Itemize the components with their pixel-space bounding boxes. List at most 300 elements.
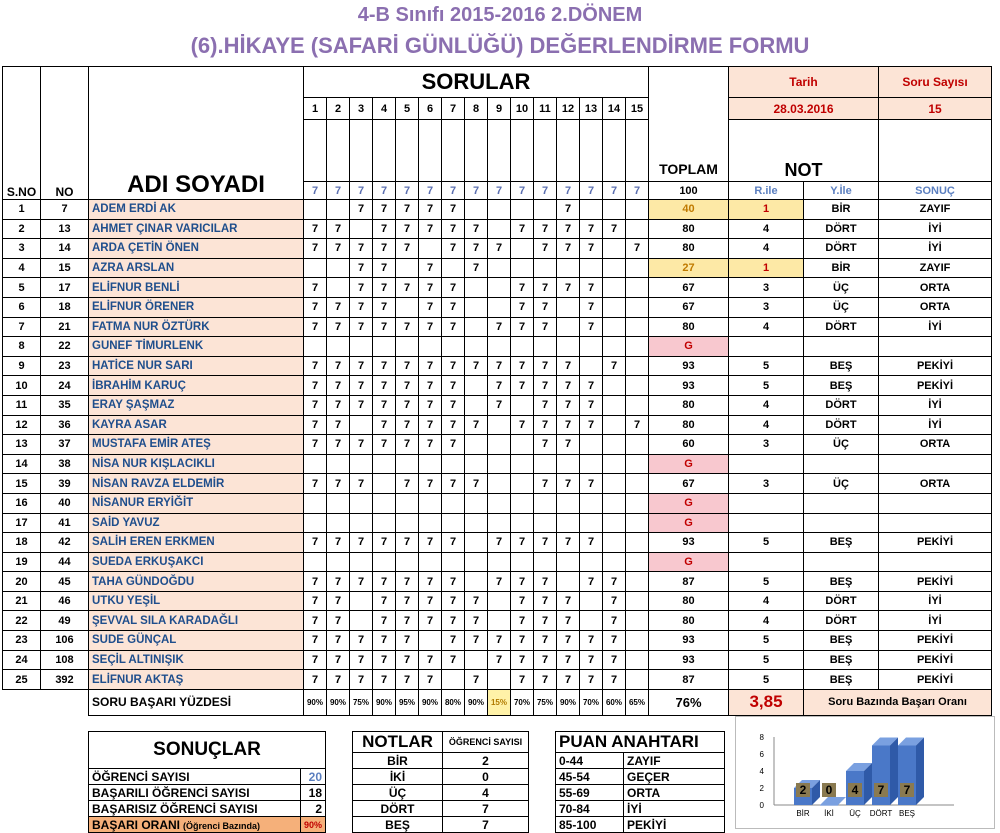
student-name: TAHA GÜNDOĞDU [89,572,304,592]
answer-cell [465,650,488,670]
student-rile: 1 [729,258,804,278]
student-yile: DÖRT [804,415,879,435]
sonuclar-row-value: 20 [300,769,325,785]
answer-cell [580,356,603,376]
answer-cell [511,493,534,513]
answer-cell: 7 [465,239,488,259]
answer-cell [419,552,442,572]
answer-cell [534,200,557,220]
student-name: NİSAN RAVZA ELDEMİR [89,474,304,494]
answer-cell [557,297,580,317]
answer-cell: 7 [511,591,534,611]
answer-cell [580,258,603,278]
student-sonuc: İYİ [879,611,992,631]
student-total: 93 [649,650,729,670]
answer-cell [488,278,511,298]
answer-cell: 7 [557,474,580,494]
answer-cell: 7 [511,297,534,317]
puan-range: 45-54 [556,769,624,785]
answer-cell [327,200,350,220]
answer-cell [304,513,327,533]
answer-cell [534,493,557,513]
answer-cell [488,219,511,239]
answer-cell [488,670,511,690]
answer-cell: 7 [304,239,327,259]
answer-cell [327,258,350,278]
answer-cell: 7 [557,591,580,611]
table-row [3,572,992,592]
answer-cell: 7 [373,200,396,220]
answer-cell: 7 [327,572,350,592]
answer-cell [373,513,396,533]
notlar-label: İKİ [353,769,443,785]
question-percent: 95% [396,689,419,715]
answer-cell [465,493,488,513]
answer-cell [603,317,626,337]
answer-cell [373,474,396,494]
answer-cell [534,337,557,357]
question-number: 2 [327,98,350,120]
answer-cell: 7 [419,650,442,670]
question-number: 4 [373,98,396,120]
student-yile: BEŞ [804,572,879,592]
student-sno: 12 [3,415,41,435]
question-blank [603,120,626,182]
student-yile: BİR [804,200,879,220]
student-no: 108 [41,650,89,670]
tarih-label: Tarih [729,67,879,98]
student-total: 87 [649,670,729,690]
student-total: G [649,552,729,572]
table-row [3,297,992,317]
answer-cell: 7 [557,239,580,259]
answer-cell [603,297,626,317]
answer-cell [327,552,350,572]
notlar-col-header: ÖĞRENCİ SAYISI [443,732,529,753]
data-label: 2 [799,783,807,797]
answer-cell: 7 [626,415,649,435]
student-rile: 4 [729,239,804,259]
question-number: 7 [442,98,465,120]
student-no: 17 [41,278,89,298]
sonuclar-row-label: BAŞARILI ÖĞRENCİ SAYISI [89,785,301,801]
answer-cell: 7 [350,572,373,592]
answer-cell: 7 [534,670,557,690]
answer-cell: 7 [396,200,419,220]
student-sno: 2 [3,219,41,239]
answer-cell [511,239,534,259]
answer-cell: 7 [580,670,603,690]
answer-cell: 7 [442,435,465,455]
answer-cell: 7 [350,239,373,259]
answer-cell [511,474,534,494]
puan-label: ZAYIF [624,753,725,769]
answer-cell: 7 [304,376,327,396]
answer-cell [465,395,488,415]
student-sonuc: İYİ [879,219,992,239]
student-name: ADEM ERDİ AK [89,200,304,220]
bar [820,805,838,806]
student-yile: BEŞ [804,670,879,690]
answer-cell [580,454,603,474]
table-row [3,454,992,474]
answer-cell: 7 [350,356,373,376]
question-percent: 90% [557,689,580,715]
answer-cell: 7 [557,670,580,690]
answer-cell: 7 [442,200,465,220]
answer-cell: 7 [396,376,419,396]
student-name: ERAY ŞAŞMAZ [89,395,304,415]
answer-cell: 7 [442,631,465,651]
student-rile: 5 [729,356,804,376]
answer-cell: 7 [350,258,373,278]
answer-cell: 7 [603,650,626,670]
bar-side [890,738,898,806]
answer-cell: 7 [373,356,396,376]
answer-cell [350,591,373,611]
y-tick-label: 6 [759,750,764,759]
student-rile: 3 [729,435,804,455]
answer-cell: 7 [327,611,350,631]
answer-cell: 7 [557,395,580,415]
answer-cell [442,670,465,690]
student-sonuc: ORTA [879,435,992,455]
question-blank [626,120,649,182]
answer-cell [327,337,350,357]
answer-cell [626,513,649,533]
answer-cell: 7 [350,670,373,690]
answer-cell: 7 [373,611,396,631]
student-name: ELİFNUR ÖRENER [89,297,304,317]
answer-cell [580,435,603,455]
student-yile: DÖRT [804,591,879,611]
answer-cell [304,200,327,220]
no-header: NO [41,67,89,200]
student-yile: DÖRT [804,611,879,631]
y-tick-label: 0 [759,801,764,810]
answer-cell: 7 [534,395,557,415]
answer-cell: 7 [304,533,327,553]
student-name: HATİCE NUR SARI [89,356,304,376]
answer-cell [488,513,511,533]
answer-cell: 7 [419,670,442,690]
question-blank [557,120,580,182]
soru-basari-label: SORU BAŞARI YÜZDESİ [89,689,304,715]
data-label: 7 [877,783,885,797]
student-sonuc [879,454,992,474]
answer-cell: 7 [442,297,465,317]
answer-cell [626,297,649,317]
answer-cell [511,258,534,278]
question-points: 7 [534,182,557,200]
answer-cell [580,611,603,631]
answer-cell [603,200,626,220]
answer-cell: 7 [534,435,557,455]
answer-cell [557,552,580,572]
answer-cell: 7 [580,631,603,651]
answer-cell: 7 [327,670,350,690]
answer-cell [626,376,649,396]
answer-cell: 7 [534,631,557,651]
answer-cell: 7 [465,670,488,690]
answer-cell [327,493,350,513]
question-points: 7 [442,182,465,200]
question-blank [419,120,442,182]
answer-cell: 7 [419,474,442,494]
student-sonuc: PEKİYİ [879,631,992,651]
answer-cell: 7 [419,278,442,298]
student-total: 93 [649,376,729,396]
avg-label: Soru Bazında Başarı Oranı [804,689,992,715]
answer-cell: 7 [396,395,419,415]
student-total: 93 [649,631,729,651]
student-no: 15 [41,258,89,278]
bar-side [916,738,924,806]
answer-cell: 7 [442,239,465,259]
question-percent: 90% [419,689,442,715]
student-sonuc: İYİ [879,239,992,259]
answer-cell: 7 [488,317,511,337]
question-number: 14 [603,98,626,120]
student-sno: 22 [3,611,41,631]
student-total: 80 [649,219,729,239]
answer-cell: 7 [304,572,327,592]
answer-cell: 7 [304,297,327,317]
table-row [3,533,992,553]
student-yile [804,513,879,533]
answer-cell: 7 [557,611,580,631]
total-max: 100 [649,182,729,200]
student-no: 45 [41,572,89,592]
answer-cell [511,395,534,415]
answer-cell: 7 [488,533,511,553]
answer-cell: 7 [488,356,511,376]
answer-cell: 7 [304,395,327,415]
student-yile: BEŞ [804,650,879,670]
answer-cell [396,337,419,357]
answer-cell: 7 [419,200,442,220]
puan-range: 70-84 [556,801,624,817]
notlar-value: 4 [443,785,529,801]
answer-cell: 7 [511,572,534,592]
answer-cell: 7 [442,650,465,670]
student-no: 24 [41,376,89,396]
question-points: 7 [327,182,350,200]
student-sonuc: ORTA [879,297,992,317]
answer-cell [488,258,511,278]
answer-cell: 7 [396,239,419,259]
student-no: 38 [41,454,89,474]
student-sno: 9 [3,356,41,376]
answer-cell: 7 [534,219,557,239]
answer-cell: 7 [304,611,327,631]
answer-cell [465,454,488,474]
question-percent: 70% [580,689,603,715]
question-number: 13 [580,98,603,120]
student-rile: 4 [729,395,804,415]
sonuclar-title: SONUÇLAR [89,732,326,769]
table-row [3,376,992,396]
student-name: KAYRA ASAR [89,415,304,435]
answer-cell [350,415,373,435]
answer-cell [626,356,649,376]
answer-cell: 7 [580,376,603,396]
student-yile [804,337,879,357]
answer-cell [626,435,649,455]
answer-cell [603,395,626,415]
answer-cell [465,376,488,396]
question-blank [442,120,465,182]
answer-cell: 7 [350,650,373,670]
answer-cell: 7 [304,435,327,455]
question-number: 15 [626,98,649,120]
question-number: 9 [488,98,511,120]
answer-cell: 7 [373,376,396,396]
answer-cell [488,552,511,572]
answer-cell: 7 [373,670,396,690]
answer-cell [488,454,511,474]
answer-cell [488,415,511,435]
answer-cell: 7 [327,631,350,651]
answer-cell [465,278,488,298]
answer-cell [534,258,557,278]
student-total: 40 [649,200,729,220]
answer-cell [511,454,534,474]
answer-cell: 7 [557,415,580,435]
form-subtitle: (6).HİKAYE (SAFARİ GÜNLÜĞÜ) DEĞERLENDİRME FORMU [190,33,810,58]
answer-cell [373,454,396,474]
answer-cell [419,239,442,259]
answer-cell [327,513,350,533]
answer-cell: 7 [465,219,488,239]
answer-cell: 7 [327,395,350,415]
answer-cell [465,317,488,337]
answer-cell: 7 [419,356,442,376]
student-total: 80 [649,239,729,259]
answer-cell: 7 [327,591,350,611]
student-total: 67 [649,278,729,298]
answer-cell: 7 [350,395,373,415]
answer-cell: 7 [327,317,350,337]
student-rile [729,454,804,474]
answer-cell [350,552,373,572]
answer-cell [488,493,511,513]
student-total: 80 [649,395,729,415]
answer-cell [350,493,373,513]
answer-cell: 7 [442,474,465,494]
question-blank [511,120,534,182]
not-header: NOT [729,120,879,182]
student-rile: 5 [729,533,804,553]
answer-cell: 7 [534,297,557,317]
answer-cell: 7 [442,611,465,631]
student-rile: 3 [729,474,804,494]
answer-cell: 7 [327,356,350,376]
question-blank [580,120,603,182]
answer-cell [580,200,603,220]
question-points: 7 [626,182,649,200]
data-label: 7 [903,783,911,797]
answer-cell [603,376,626,396]
answer-cell [488,297,511,317]
average-score: 3,85 [729,689,804,715]
answer-cell: 7 [488,376,511,396]
student-yile: BİR [804,258,879,278]
answer-cell: 7 [350,200,373,220]
answer-cell: 7 [488,572,511,592]
student-name: SEÇİL ALTINIŞIK [89,650,304,670]
student-total: 60 [649,435,729,455]
student-sonuc: PEKİYİ [879,356,992,376]
student-sonuc: PEKİYİ [879,670,992,690]
answer-cell: 7 [534,533,557,553]
answer-cell: 7 [396,415,419,435]
answer-cell: 7 [511,650,534,670]
answer-cell: 7 [419,219,442,239]
answer-cell: 7 [580,650,603,670]
student-sonuc: İYİ [879,591,992,611]
student-sonuc: PEKİYİ [879,572,992,592]
answer-cell: 7 [465,356,488,376]
table-row [3,395,992,415]
answer-cell: 7 [327,415,350,435]
answer-cell: 7 [442,356,465,376]
answer-cell: 7 [557,650,580,670]
answer-cell: 7 [373,650,396,670]
answer-cell [534,454,557,474]
student-name: SUDE GÜNÇAL [89,631,304,651]
answer-cell: 7 [350,317,373,337]
student-yile [804,493,879,513]
answer-cell [396,513,419,533]
student-total: 93 [649,533,729,553]
answer-cell: 7 [511,278,534,298]
notlar-label: BEŞ [353,817,443,833]
answer-cell: 7 [580,415,603,435]
student-name: NİSA NUR KIŞLACIKLI [89,454,304,474]
student-sno: 24 [3,650,41,670]
answer-cell [626,278,649,298]
tarih-value: 28.03.2016 [729,98,879,120]
student-sno: 17 [3,513,41,533]
x-tick-label: BEŞ [898,809,916,818]
student-total: G [649,493,729,513]
answer-cell: 7 [373,435,396,455]
answer-cell: 7 [442,278,465,298]
answer-cell [373,552,396,572]
answer-cell [396,552,419,572]
footer-blank [3,689,89,715]
student-sonuc: PEKİYİ [879,533,992,553]
notlar-label: DÖRT [353,801,443,817]
student-sonuc [879,337,992,357]
answer-cell [626,258,649,278]
notlar-table [352,731,529,833]
student-yile: BEŞ [804,376,879,396]
puan-title: PUAN ANAHTARI [556,732,725,753]
answer-cell [626,317,649,337]
answer-cell: 7 [603,591,626,611]
answer-cell [626,631,649,651]
answer-cell [488,474,511,494]
student-rile [729,513,804,533]
question-points: 7 [350,182,373,200]
answer-cell: 7 [534,376,557,396]
answer-cell: 7 [488,395,511,415]
student-rile: 4 [729,219,804,239]
answer-cell [419,631,442,651]
answer-cell [442,258,465,278]
